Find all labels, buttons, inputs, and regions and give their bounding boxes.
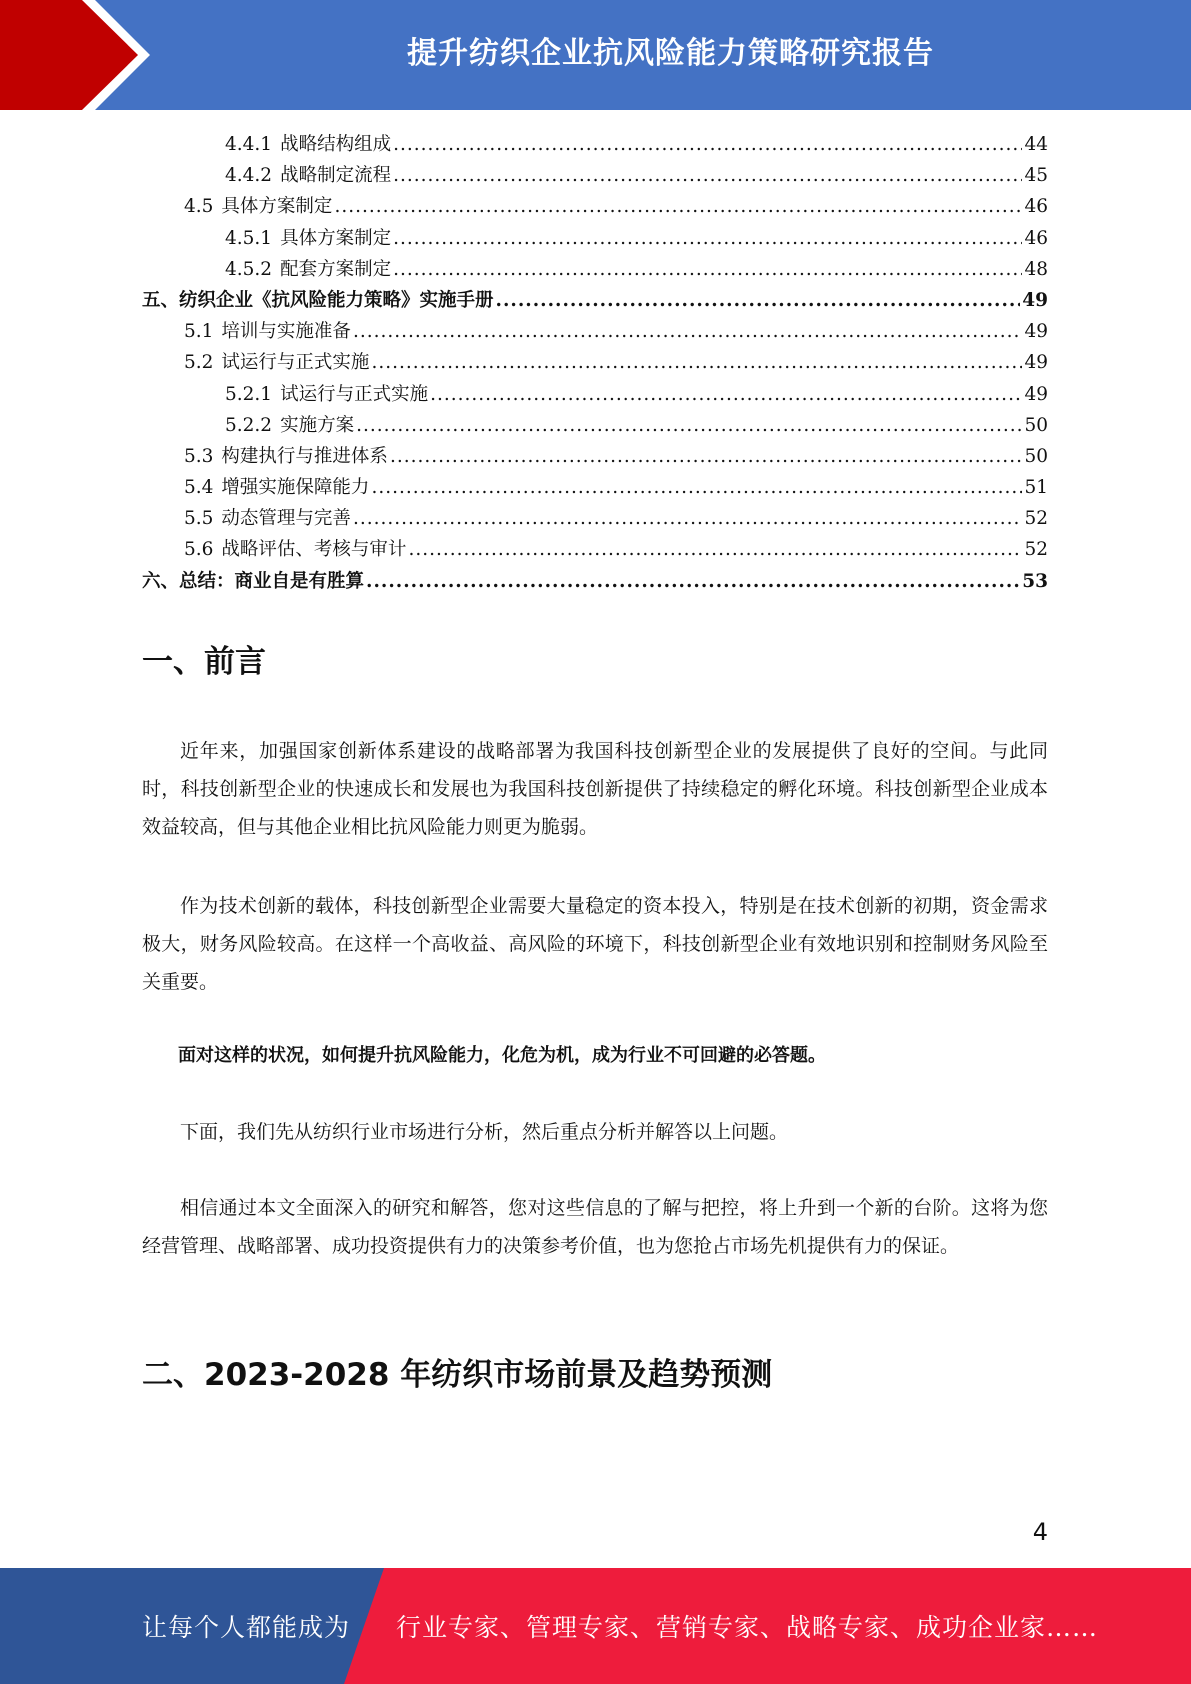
footer-slogan-left: 让每个人都能成为 [142,1613,351,1642]
toc-entry[interactable] [142,535,1048,566]
toc-entry-number: 5.4 [184,477,214,499]
toc-entry-page: 51 [1024,477,1048,499]
toc-entry[interactable] [142,286,1048,317]
toc-entry-page: 52 [1024,539,1048,561]
toc-leader-dots [393,228,1022,249]
toc-entry-title: 六、总结：商业自是有胜算 [142,570,365,592]
toc-entry[interactable] [142,317,1048,348]
toc-entry[interactable] [142,442,1048,473]
toc-entry-page: 49 [1024,352,1048,374]
toc-entry-number: 4.5.1 [225,227,273,249]
toc-entry-page: 48 [1024,258,1048,280]
toc-entry-title: 增强实施保障能力 [221,477,370,499]
toc-entry[interactable] [142,255,1048,286]
toc-entry-number: 5.2 [184,352,214,374]
toc-entry-number: 5.5 [184,508,214,530]
toc-entry-number: 4.5.2 [225,258,273,280]
report-title: 提升纺织企业抗风险能力策略研究报告 [407,36,934,71]
toc-entry-title: 战略制定流程 [280,165,392,187]
toc-entry-title: 具体方案制定 [221,196,333,218]
paragraph: 作为技术创新的载体，科技创新型企业需要大量稳定的资本投入，特别是在技术创新的初期，资金需求极大，财务风险较高。在这样一个高收益、高风险的环境下，科技创新型企业有效地识别和控制财务风险至关重要。 [142,895,1048,993]
toc-entry-page: 45 [1024,165,1048,187]
toc-entry[interactable] [142,411,1048,442]
toc-entry[interactable] [142,192,1048,223]
table-of-contents [142,130,1048,598]
toc-entry-number: 5.1 [184,321,214,343]
toc-leader-dots [408,539,1022,560]
footer-band [0,1568,1191,1684]
toc-leader-dots [334,196,1022,217]
toc-entry-title: 构建执行与推进体系 [221,445,388,467]
toc-leader-dots [393,165,1022,186]
toc-entry-page: 46 [1024,196,1048,218]
toc-entry[interactable] [142,473,1048,504]
toc-entry[interactable] [142,161,1048,192]
toc-entry-title: 培训与实施准备 [221,321,351,343]
section-heading-market-forecast: 二、2023-2028 年纺织市场前景及趋势预测 [142,1357,773,1393]
toc-leader-dots [496,290,1021,311]
toc-entry-number: 5.2.1 [225,383,273,405]
paragraph: 下面，我们先从纺织行业市场进行分析，然后重点分析并解答以上问题。 [180,1121,789,1143]
toc-entry-page: 53 [1022,570,1048,592]
toc-entry[interactable] [142,130,1048,161]
toc-entry[interactable] [142,504,1048,535]
toc-entry-page: 49 [1024,321,1048,343]
paragraph: 相信通过本文全面深入的研究和解答，您对这些信息的了解与把控，将上升到一个新的台阶。这将为您经营管理、战略部署、成功投资提供有力的决策参考价值，也为您抢占市场先机提供有力的保证。 [142,1197,1048,1257]
toc-entry-number: 4.4.1 [225,134,273,155]
toc-entry[interactable] [142,224,1048,255]
toc-entry-number: 5.2.2 [225,414,273,436]
footer-slogan-right: 行业专家、管理专家、营销专家、战略专家、成功企业家…… [396,1613,1099,1642]
toc-entry-page: 44 [1024,134,1048,155]
toc-entry-page: 52 [1024,508,1048,530]
toc-entry-title: 实施方案 [280,414,355,436]
toc-entry-title: 战略结构组成 [280,134,392,155]
toc-leader-dots [371,477,1022,498]
page-number: 4 [1032,1518,1048,1546]
toc-leader-dots [366,571,1020,592]
toc-entry-title: 试运行与正式实施 [280,383,429,405]
toc-entry-number: 5.3 [184,445,214,467]
paragraph: 近年来，加强国家创新体系建设的战略部署为我国科技创新型企业的发展提供了良好的空间。与此同时，科技创新型企业的快速成长和发展也为我国科技创新提供了持续稳定的孵化环境。科技创新型企业成本效益较高，但与其他企业相比抗风险能力则更为脆弱。 [142,740,1048,838]
toc-entry-page: 50 [1024,445,1048,467]
toc-entry-title: 五、纺织企业《抗风险能力策略》实施手册 [142,289,494,311]
toc-entry-page: 49 [1022,289,1048,311]
toc-entry[interactable] [142,380,1048,411]
header-band [0,0,1191,110]
toc-entry-page: 46 [1024,227,1048,249]
toc-leader-dots [353,321,1023,342]
toc-leader-dots [353,508,1023,529]
toc-entry-title: 战略评估、考核与审计 [221,539,407,561]
paragraph-emphasis: 面对这样的状况，如何提升抗风险能力，化危为机，成为行业不可回避的必答题。 [178,1045,826,1066]
toc-entry-title: 配套方案制定 [280,258,392,280]
toc-entry[interactable] [142,348,1048,379]
toc-entry-page: 49 [1024,383,1048,405]
toc-entry-title: 具体方案制定 [280,227,392,249]
section-heading-preface: 一、前言 [142,644,266,680]
toc-entry-number: 5.6 [184,539,214,561]
toc-entry-page: 50 [1024,414,1048,436]
toc-leader-dots [371,352,1022,373]
toc-leader-dots [393,134,1022,155]
toc-leader-dots [430,384,1022,405]
toc-leader-dots [356,415,1022,436]
toc-entry-number: 4.5 [184,196,214,218]
toc-entry-number: 4.4.2 [225,165,273,187]
toc-entry-title: 试运行与正式实施 [221,352,370,374]
toc-entry-title: 动态管理与完善 [221,508,351,530]
toc-leader-dots [393,259,1022,280]
toc-entry[interactable] [142,567,1048,598]
toc-leader-dots [390,446,1023,467]
